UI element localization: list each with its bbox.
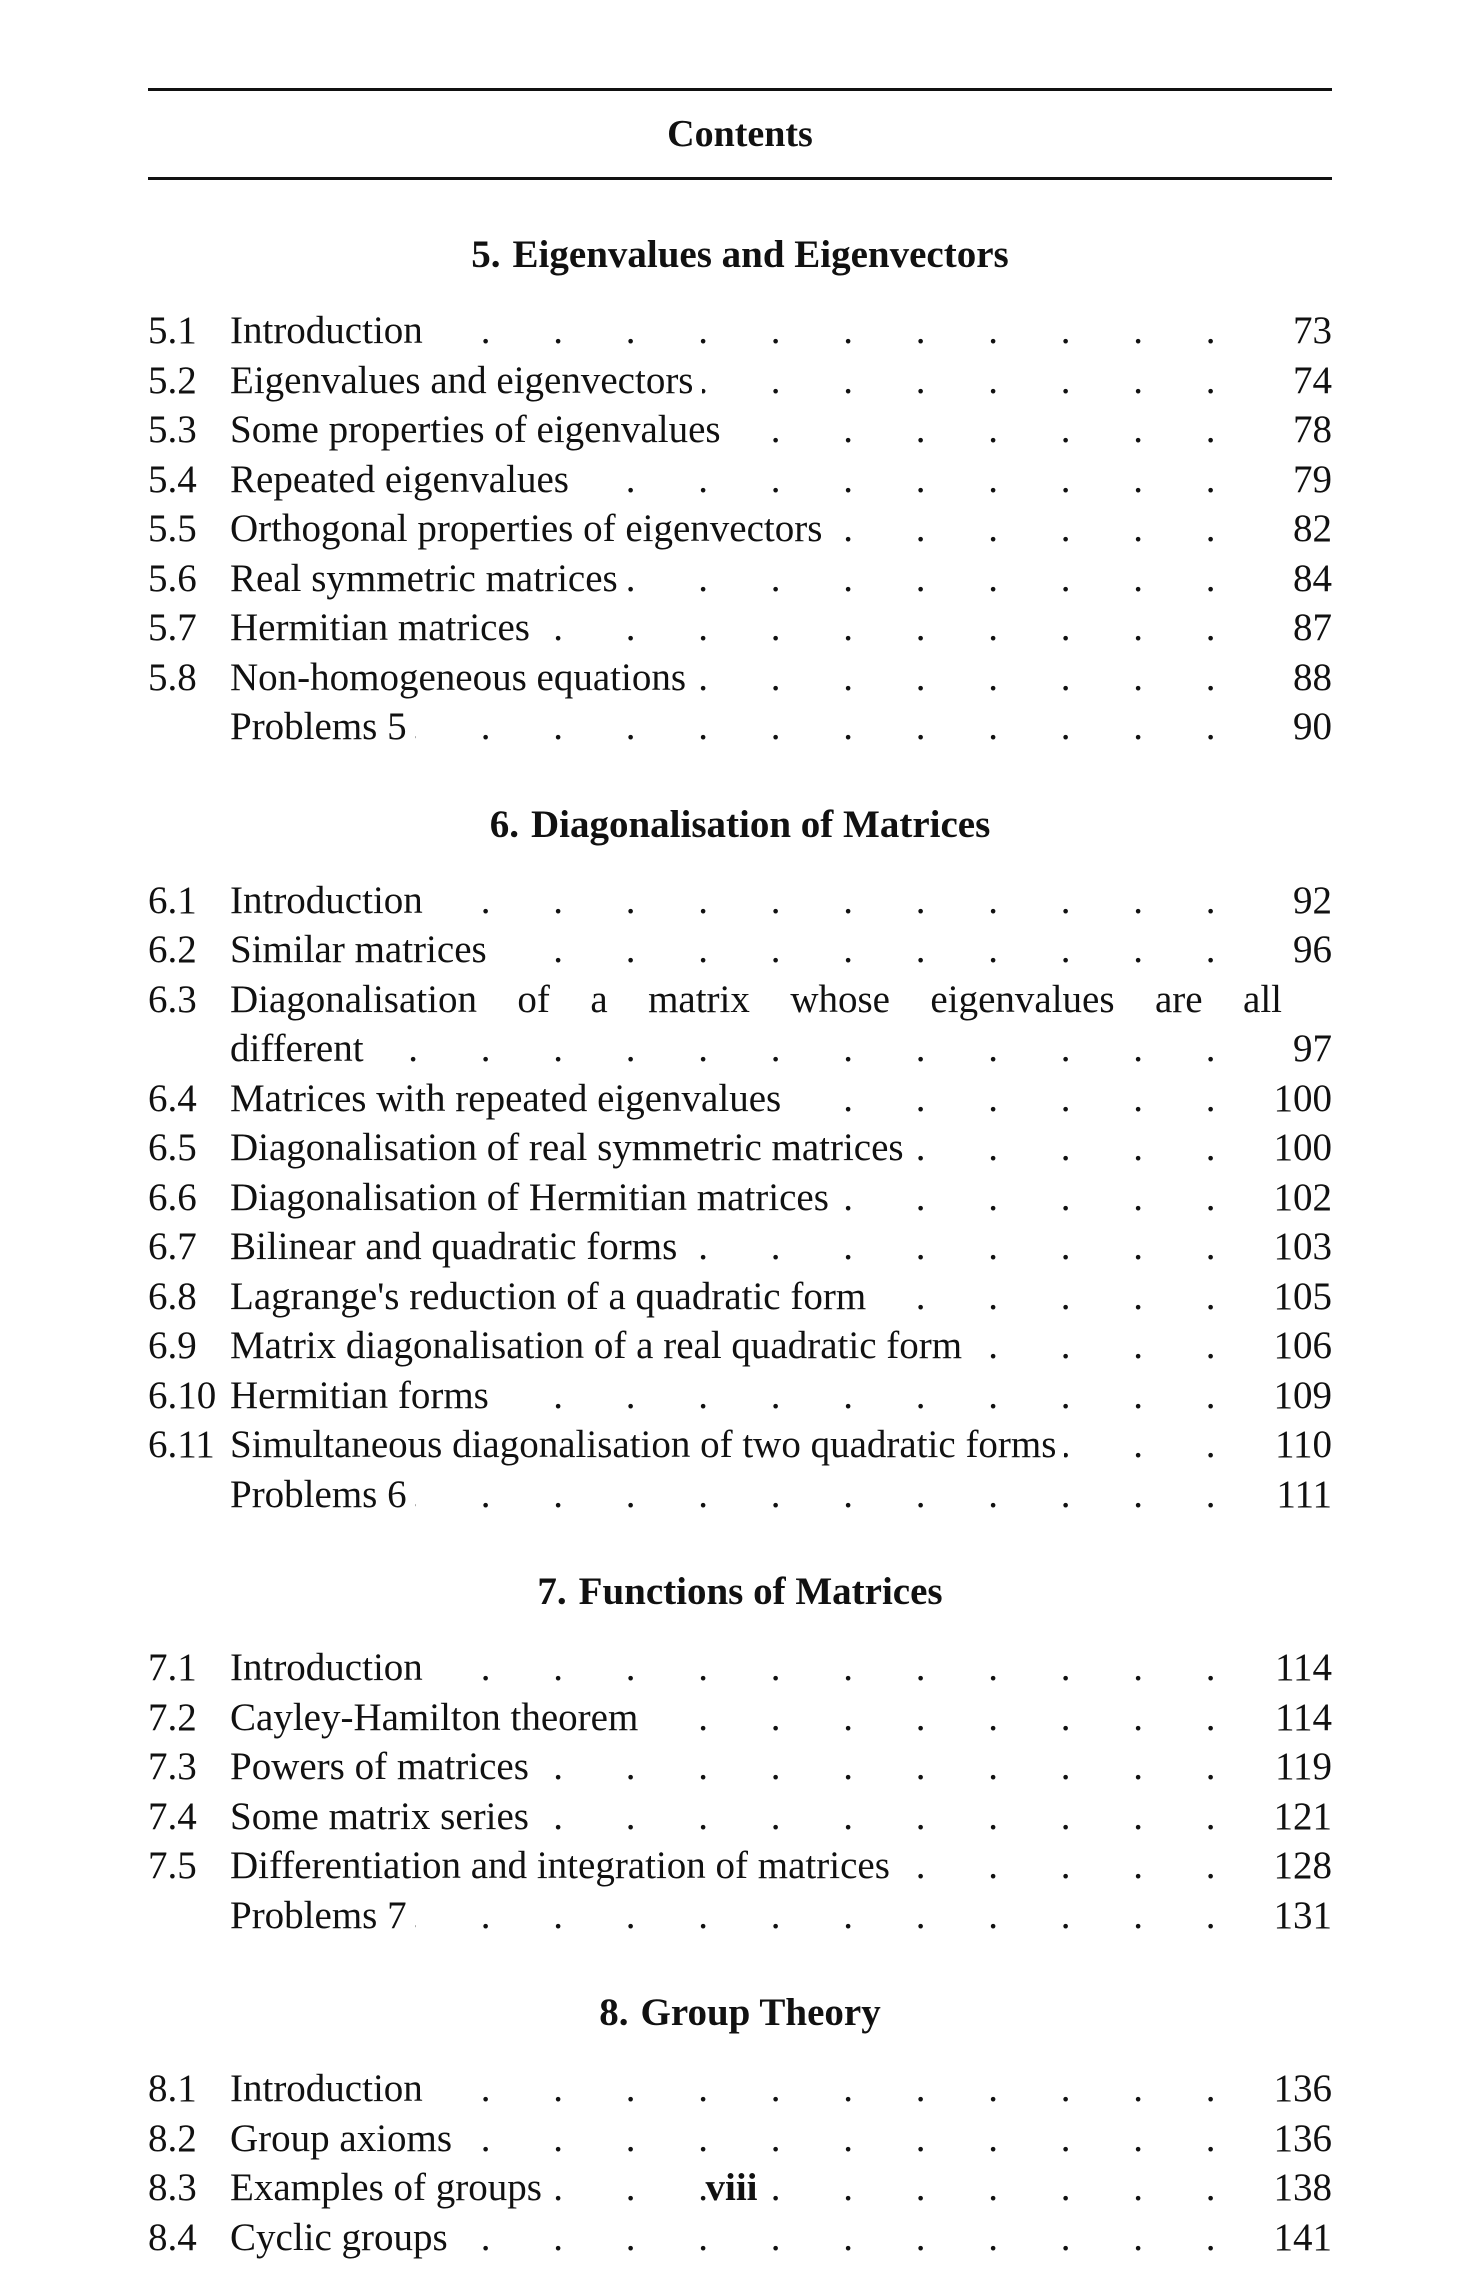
section-title-with-leader [230, 405, 1242, 455]
page-number: 90 [1293, 705, 1332, 748]
page-number: 74 [1293, 358, 1332, 402]
dot-leader [415, 1470, 1242, 1520]
chapter-number: 6. [489, 802, 519, 846]
dot-leader [431, 2064, 1242, 2114]
section-title-with-leader [230, 925, 1242, 975]
section-title-with-leader [230, 1321, 1242, 1371]
section-title-with-leader [230, 1024, 1242, 1074]
toc-entry[interactable] [148, 1891, 1332, 1941]
section-title: Introduction [230, 309, 423, 352]
toc-entry[interactable] [148, 1123, 1332, 1173]
chapter-heading [148, 226, 1332, 284]
section-title: Eigenvalues and eigenvectors [230, 358, 694, 402]
section-title: Problems 7 [230, 1893, 407, 1937]
running-head: Contents [667, 113, 813, 155]
section-title-with-leader [230, 504, 1242, 554]
header-rule [148, 177, 1332, 180]
section-title-with-leader [230, 1173, 1242, 1223]
page-number: 136 [1273, 2116, 1332, 2160]
section-number: 5.8 [148, 655, 197, 699]
toc-entry[interactable] [148, 603, 1332, 653]
page-number: 82 [1293, 507, 1332, 550]
toc-entry[interactable] [148, 925, 1332, 975]
page-number: 73 [1293, 309, 1332, 352]
section-title: Cyclic groups [230, 2215, 448, 2259]
section-title-with-leader [230, 1420, 1242, 1470]
toc-entry[interactable] [148, 504, 1332, 554]
dot-leader [495, 925, 1242, 975]
page-number: 84 [1293, 556, 1332, 600]
toc-entry[interactable] [148, 1074, 1332, 1124]
page-number: 111 [1276, 1472, 1332, 1516]
toc-entry[interactable] [148, 702, 1332, 752]
toc-entry[interactable] [148, 2114, 1332, 2164]
section-title: different [230, 1027, 364, 1070]
section-title: Hermitian forms [230, 1373, 489, 1417]
dot-leader [372, 1024, 1242, 1074]
dot-leader [577, 455, 1242, 505]
page-number: 121 [1273, 1794, 1332, 1838]
toc-entry[interactable] [148, 2213, 1332, 2263]
dot-leader [646, 1693, 1242, 1743]
chapter-heading [148, 1984, 1332, 2042]
page-number: 114 [1274, 1646, 1332, 1689]
section-number: 5.6 [148, 556, 197, 600]
section-title: Similar matrices [230, 928, 487, 971]
section-number: 7.1 [148, 1646, 197, 1689]
section-title-with-leader [230, 653, 1242, 703]
page-number: 100 [1273, 1126, 1332, 1169]
section-title: Problems 6 [230, 1472, 407, 1516]
section-number: 6.7 [148, 1225, 197, 1268]
chapter-number: 5. [471, 233, 501, 276]
page-number: 88 [1293, 655, 1332, 699]
toc-entry[interactable] [148, 1321, 1332, 1371]
page-number: 114 [1274, 1695, 1332, 1739]
section-title: Introduction [230, 878, 423, 922]
dot-leader [912, 1123, 1242, 1173]
section-title-with-leader [230, 554, 1242, 604]
page-number: 102 [1273, 1175, 1332, 1219]
section-number: 5.5 [148, 507, 197, 550]
section-number: 6.3 [148, 977, 197, 1021]
dot-leader [702, 356, 1243, 406]
section-title-with-leader [230, 603, 1242, 653]
dot-leader [538, 603, 1242, 653]
page-number: 131 [1273, 1893, 1332, 1937]
section-number: 6.9 [148, 1324, 197, 1367]
section-title-with-leader [230, 1643, 1242, 1693]
page-number: 138 [1273, 2166, 1332, 2209]
section-title: Examples of groups [230, 2166, 542, 2209]
dot-leader [537, 1742, 1242, 1792]
toc-entry[interactable] [148, 1420, 1332, 1470]
dot-leader [497, 1371, 1242, 1421]
dot-leader [415, 702, 1242, 752]
chapter-heading [148, 796, 1332, 854]
section-number: 6.1 [148, 878, 197, 922]
toc-entry[interactable] [148, 1742, 1332, 1792]
page-number: 103 [1273, 1225, 1332, 1268]
section-title-with-leader [230, 1272, 1242, 1322]
section-title-line1: Diagonalisation of a matrix whose eigenvalues are all [230, 977, 1282, 1021]
chapter-title: Diagonalisation of Matrices [530, 802, 991, 846]
dot-leader [431, 1643, 1242, 1693]
dot-leader [460, 2114, 1242, 2164]
section-title-with-leader [230, 1371, 1242, 1421]
section-number: 7.5 [148, 1844, 197, 1887]
section-title-with-leader [230, 455, 1242, 505]
toc-entry[interactable] [148, 1272, 1332, 1322]
section-title: Bilinear and quadratic forms [230, 1225, 678, 1268]
toc-entry[interactable] [148, 356, 1332, 406]
section-title: Problems 5 [230, 705, 407, 748]
section-title: Matrices with repeated eigenvalues [230, 1076, 782, 1120]
section-number: 5.3 [148, 408, 197, 451]
dot-leader [874, 1272, 1242, 1322]
page-folio: viii [705, 2166, 758, 2209]
dot-leader [830, 504, 1242, 554]
section-title-with-leader [230, 1074, 1242, 1124]
section-title-with-leader [230, 1470, 1242, 1520]
page-number: 79 [1293, 457, 1332, 501]
toc-entry[interactable] [148, 653, 1332, 703]
section-title-with-leader [230, 1693, 1242, 1743]
dot-leader [789, 1074, 1242, 1124]
page-number: 100 [1273, 1076, 1332, 1120]
section-title: Group axioms [230, 2116, 453, 2160]
section-title: Orthogonal properties of eigenvectors [230, 507, 823, 550]
contents-page [148, 88, 1332, 2262]
page-number: 136 [1273, 2067, 1332, 2110]
section-title: Introduction [230, 1646, 423, 1689]
section-number: 5.2 [148, 358, 197, 402]
dot-leader [537, 1792, 1242, 1842]
dot-leader [837, 1173, 1242, 1223]
section-title: Real symmetric matrices [230, 556, 618, 600]
toc-entry[interactable] [148, 1792, 1332, 1842]
section-title: Introduction [230, 2067, 423, 2110]
chapter-number: 7. [537, 1570, 567, 1613]
page-number: 128 [1273, 1844, 1332, 1887]
section-title-with-leader [230, 2114, 1242, 2164]
page-number: 87 [1293, 606, 1332, 649]
dot-leader [729, 405, 1242, 455]
section-number: 5.4 [148, 457, 197, 501]
toc-entry[interactable] [148, 1470, 1332, 1520]
toc-entry[interactable] [148, 554, 1332, 604]
section-number: 6.6 [148, 1175, 197, 1219]
chapter-heading [148, 1563, 1332, 1621]
page-number: 109 [1273, 1373, 1332, 1417]
toc-entry[interactable] [148, 1841, 1332, 1891]
page-number: 92 [1293, 878, 1332, 922]
page-number: 105 [1273, 1274, 1332, 1318]
section-title-with-leader [230, 702, 1242, 752]
section-title-with-leader [230, 1123, 1242, 1173]
section-title: Matrix diagonalisation of a real quadratic form [230, 1324, 963, 1367]
section-number: 6.10 [148, 1373, 217, 1417]
dot-leader [694, 653, 1242, 703]
toc-entry[interactable] [148, 306, 1332, 356]
section-title: Lagrange's reduction of a quadratic form [230, 1274, 867, 1318]
section-number: 8.1 [148, 2067, 197, 2110]
page-number: 110 [1274, 1423, 1332, 1466]
section-title: Non-homogeneous equations [230, 655, 687, 699]
toc-entry[interactable] [148, 876, 1332, 926]
section-title: Diagonalisation of Hermitian matrices [230, 1175, 829, 1219]
section-title-with-leader [230, 876, 1242, 926]
section-title-with-leader [230, 306, 1242, 356]
section-title: Diagonalisation of real symmetric matrices [230, 1126, 904, 1169]
toc-entry[interactable] [148, 1222, 1332, 1272]
section-number: 6.11 [148, 1423, 215, 1466]
section-number: 6.8 [148, 1274, 197, 1318]
section-number: 7.4 [148, 1794, 197, 1838]
section-title-with-leader [230, 1742, 1242, 1792]
section-title-with-leader [230, 1841, 1242, 1891]
toc-entry[interactable] [148, 1643, 1332, 1693]
page-number: 78 [1293, 408, 1332, 451]
section-number: 6.2 [148, 928, 197, 971]
toc-entry[interactable] [148, 1371, 1332, 1421]
section-number: 8.4 [148, 2215, 197, 2259]
dot-leader [970, 1321, 1242, 1371]
section-title: Repeated eigenvalues [230, 457, 569, 501]
toc-entry[interactable] [148, 1693, 1332, 1743]
toc-entry[interactable] [148, 405, 1332, 455]
toc-entry[interactable] [148, 1173, 1332, 1223]
section-title-with-leader [230, 356, 1242, 406]
page-number: 96 [1293, 928, 1332, 971]
section-title-with-leader [230, 2213, 1242, 2263]
dot-leader [431, 306, 1242, 356]
section-number: 8.2 [148, 2116, 197, 2160]
section-number: 8.3 [148, 2166, 197, 2209]
page-number: 119 [1274, 1745, 1332, 1788]
chapter-title: Functions of Matrices [578, 1570, 943, 1613]
section-number: 6.5 [148, 1126, 197, 1169]
section-title: Differentiation and integration of matrices [230, 1844, 890, 1887]
section-title: Hermitian matrices [230, 606, 530, 649]
dot-leader [415, 1891, 1242, 1941]
section-title-with-leader [230, 1222, 1242, 1272]
section-number: 6.4 [148, 1076, 197, 1120]
dot-leader [626, 554, 1242, 604]
dot-leader [1064, 1420, 1242, 1470]
chapter-number: 8. [599, 1991, 629, 2034]
page-number: 97 [1293, 1027, 1332, 1070]
section-number: 5.1 [148, 309, 197, 352]
dot-leader [431, 876, 1242, 926]
page-number: 141 [1273, 2215, 1332, 2259]
dot-leader [898, 1841, 1242, 1891]
section-number: 5.7 [148, 606, 197, 649]
section-title: Some matrix series [230, 1794, 529, 1838]
dot-leader [685, 1222, 1242, 1272]
section-title: Powers of matrices [230, 1745, 529, 1788]
chapter-title: Group Theory [640, 1991, 881, 2034]
dot-leader [456, 2213, 1242, 2263]
section-title-with-leader [230, 1792, 1242, 1842]
section-number: 7.2 [148, 1695, 197, 1739]
table-of-contents [148, 226, 1332, 2262]
section-title-with-leader [230, 2064, 1242, 2114]
toc-entry-continuation[interactable] [148, 1024, 1332, 1074]
toc-entry[interactable] [148, 2064, 1332, 2114]
chapter-title: Eigenvalues and Eigenvectors [512, 233, 1009, 276]
section-title-with-leader [230, 1891, 1242, 1941]
toc-entry[interactable] [148, 975, 1332, 1025]
section-title: Some properties of eigenvalues [230, 408, 721, 451]
section-title: Simultaneous diagonalisation of two quadratic forms [230, 1423, 1057, 1466]
section-number: 7.3 [148, 1745, 197, 1788]
page-number: 106 [1273, 1324, 1332, 1367]
toc-entry[interactable] [148, 455, 1332, 505]
section-title: Cayley-Hamilton theorem [230, 1695, 639, 1739]
